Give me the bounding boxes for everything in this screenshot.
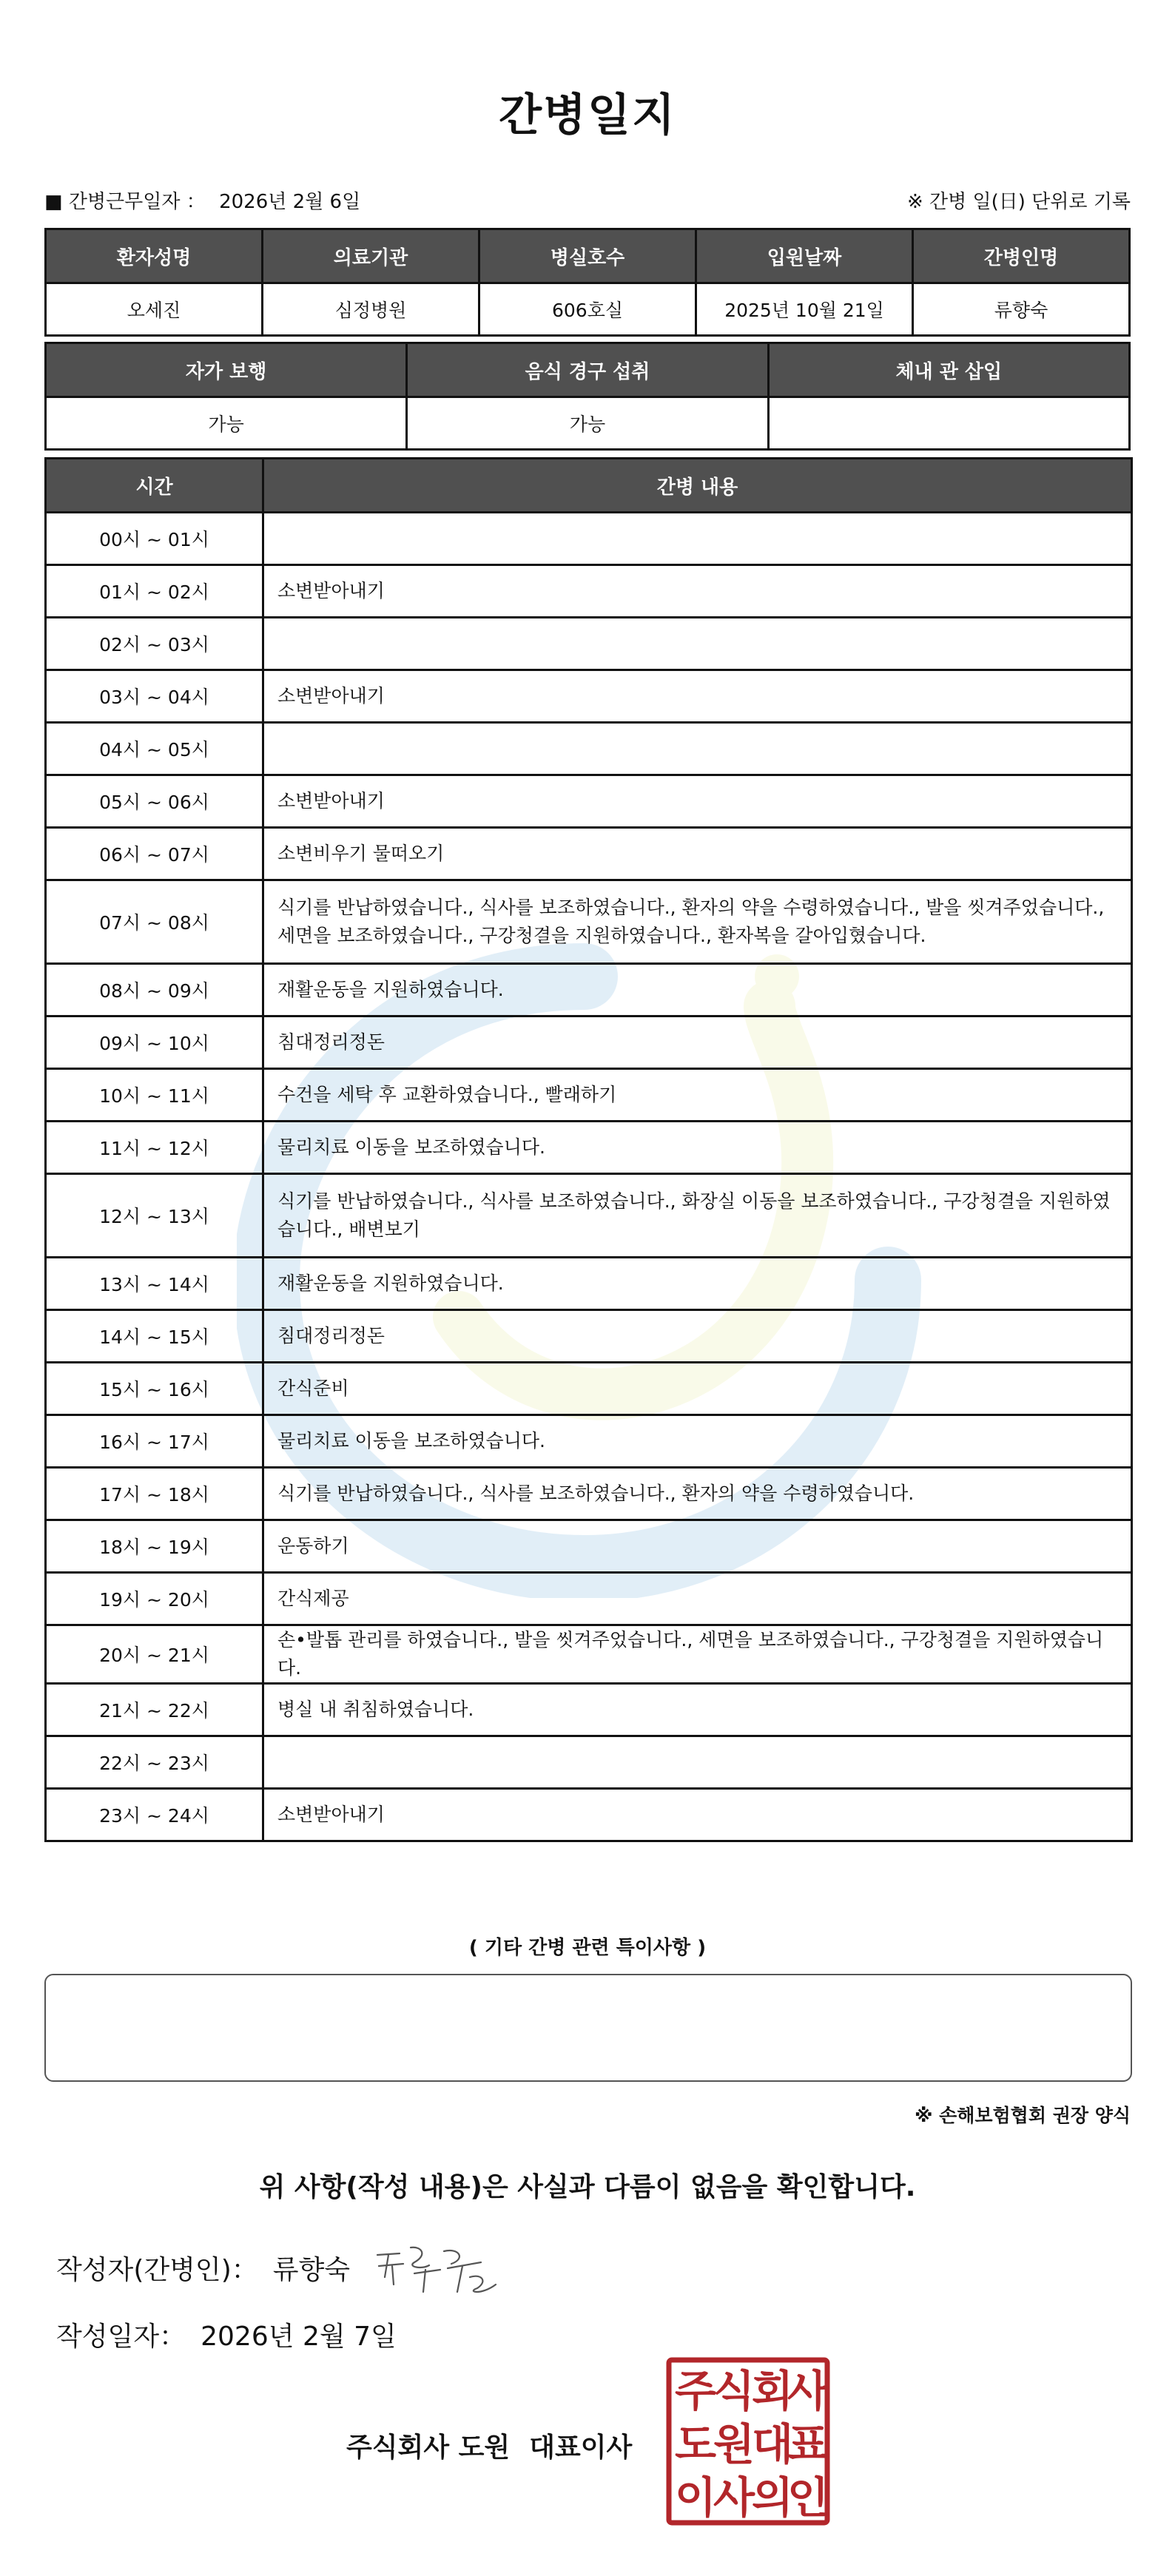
table-row — [46, 1310, 1132, 1363]
care-content-cell — [263, 723, 1132, 775]
care-content-cell: 소변비우기 물떠오기 — [263, 828, 1132, 880]
table-row — [46, 1363, 1132, 1415]
care-content-cell: 간식제공 — [263, 1573, 1132, 1625]
time-cell: 01시 ~ 02시 — [46, 565, 263, 618]
written-date-value: 2026년 2월 7일 — [201, 2322, 397, 2352]
table-row — [46, 1069, 1132, 1122]
care-content-cell — [263, 618, 1132, 670]
care-content-cell: 재활운동을 지원하였습니다. — [263, 964, 1132, 1016]
care-content-cell: 병실 내 취침하였습니다. — [263, 1684, 1132, 1736]
table-row — [46, 723, 1132, 775]
care-content-cell: 수건을 세탁 후 교환하였습니다., 빨래하기 — [263, 1069, 1132, 1122]
admission-date-value: 2025년 10월 21일 — [696, 283, 913, 336]
time-cell: 07시 ~ 08시 — [46, 880, 263, 964]
table-row — [46, 1258, 1132, 1310]
svg-text:인: 인 — [787, 2472, 829, 2523]
patient-info-table — [44, 228, 1131, 337]
time-cell: 22시 ~ 23시 — [46, 1736, 263, 1789]
writer-name: 류향숙 — [272, 2255, 351, 2285]
time-cell: 12시 ~ 13시 — [46, 1174, 263, 1258]
table-row — [46, 1736, 1132, 1789]
writer-line — [56, 2249, 350, 2287]
hospital-value: 심정병원 — [263, 283, 479, 336]
care-content-cell: 재활운동을 지원하였습니다. — [263, 1258, 1132, 1310]
svg-text:식: 식 — [713, 2366, 755, 2416]
care-content-cell: 간식준비 — [263, 1363, 1132, 1415]
time-cell: 05시 ~ 06시 — [46, 775, 263, 828]
work-date-label: ■ 간병근무일자 ： — [44, 191, 206, 213]
table-row — [46, 880, 1132, 964]
header-self-walking: 자가 보행 — [46, 343, 407, 397]
time-cell: 02시 ~ 03시 — [46, 618, 263, 670]
room-value: 606호실 — [479, 283, 696, 336]
care-content-cell: 식기를 반납하였습니다., 식사를 보조하였습니다., 화장실 이동을 보조하였습니다., 구강청결을 지원하였습니다., 배변보기 — [263, 1174, 1132, 1258]
table-row — [46, 1573, 1132, 1625]
time-cell: 03시 ~ 04시 — [46, 670, 263, 723]
time-cell: 20시 ~ 21시 — [46, 1625, 263, 1684]
table-row — [46, 828, 1132, 880]
table-row — [46, 397, 1130, 450]
care-content-cell: 운동하기 — [263, 1520, 1132, 1573]
table-row — [46, 964, 1132, 1016]
company-name: 주식회사 도원 — [346, 2432, 511, 2463]
written-date-label: 작성일자： — [56, 2322, 186, 2352]
care-log-table — [44, 457, 1133, 1842]
header-admission-date: 입원날짜 — [696, 229, 913, 283]
time-cell: 14시 ~ 15시 — [46, 1310, 263, 1363]
care-content-cell: 식기를 반납하였습니다., 식사를 보조하였습니다., 환자의 약을 수령하였습니다., 발을 씻겨주었습니다., 세면을 보조하였습니다., 구강청결을 지원하였습니다., 환자복을 갈아입혔습니다. — [263, 880, 1132, 964]
writer-label: 작성자(간병인)： — [56, 2255, 258, 2285]
header-room: 병실호수 — [479, 229, 696, 283]
table-row — [46, 1415, 1132, 1468]
table-row — [46, 618, 1132, 670]
notes-box — [44, 1974, 1132, 2082]
svg-text:사: 사 — [787, 2366, 829, 2416]
time-cell: 08시 ~ 09시 — [46, 964, 263, 1016]
time-cell: 17시 ~ 18시 — [46, 1468, 263, 1520]
table-row — [46, 1468, 1132, 1520]
time-cell: 19시 ~ 20시 — [46, 1573, 263, 1625]
table-row — [46, 775, 1132, 828]
representative-title: 대표이사 — [529, 2432, 633, 2463]
care-log-body — [46, 459, 1132, 1841]
table-row — [46, 1174, 1132, 1258]
svg-text:주: 주 — [674, 2366, 717, 2416]
confirm-statement: 위 사항(작성 내용)은 사실과 다름이 없음을 확인합니다. — [259, 2172, 916, 2202]
care-content-cell — [263, 513, 1132, 565]
time-cell: 06시 ~ 07시 — [46, 828, 263, 880]
time-cell: 11시 ~ 12시 — [46, 1122, 263, 1174]
time-cell: 00시 ~ 01시 — [46, 513, 263, 565]
tube-insertion-value — [768, 397, 1129, 450]
page-title: 간병일지 — [499, 90, 676, 141]
table-row — [46, 1789, 1132, 1841]
time-cell: 10시 ~ 11시 — [46, 1069, 263, 1122]
company-signature-line — [346, 2427, 632, 2464]
recommend-note: ※ 손해보험협회 권장 양식 — [915, 2105, 1131, 2126]
work-date-line — [44, 186, 360, 214]
svg-text:회: 회 — [751, 2366, 794, 2416]
patient-status-table — [44, 342, 1131, 451]
care-content-cell: 손•발톱 관리를 하였습니다., 발을 씻겨주었습니다., 세면을 보조하였습니다., 구강청결을 지원하였습니다. — [263, 1625, 1132, 1684]
svg-text:원: 원 — [713, 2419, 755, 2469]
company-seal-stamp — [666, 2357, 830, 2526]
self-walking-value: 가능 — [46, 397, 407, 450]
written-date-line — [56, 2316, 397, 2353]
svg-text:의: 의 — [751, 2472, 794, 2523]
table-header-row — [46, 459, 1132, 513]
table-row — [46, 565, 1132, 618]
header-patient-name: 환자성명 — [46, 229, 263, 283]
table-row — [46, 283, 1130, 336]
time-cell: 15시 ~ 16시 — [46, 1363, 263, 1415]
patient-name-value: 오세진 — [46, 283, 263, 336]
care-content-cell: 침대정리정돈 — [263, 1016, 1132, 1069]
svg-text:사: 사 — [713, 2472, 755, 2523]
care-content-cell: 소변받아내기 — [263, 670, 1132, 723]
header-oral-intake: 음식 경구 섭취 — [407, 343, 768, 397]
table-row — [46, 1625, 1132, 1684]
table-row — [46, 670, 1132, 723]
time-cell: 18시 ~ 19시 — [46, 1520, 263, 1573]
header-hospital: 의료기관 — [263, 229, 479, 283]
oral-intake-value: 가능 — [407, 397, 768, 450]
time-cell: 09시 ~ 10시 — [46, 1016, 263, 1069]
table-row — [46, 1016, 1132, 1069]
table-header-row — [46, 343, 1130, 397]
care-content-cell: 침대정리정돈 — [263, 1310, 1132, 1363]
time-cell: 04시 ~ 05시 — [46, 723, 263, 775]
care-content-cell: 소변받아내기 — [263, 775, 1132, 828]
care-content-cell: 식기를 반납하였습니다., 식사를 보조하였습니다., 환자의 약을 수령하였습니다. — [263, 1468, 1132, 1520]
time-cell: 23시 ~ 24시 — [46, 1789, 263, 1841]
care-content-cell: 물리치료 이동을 보조하였습니다. — [263, 1415, 1132, 1468]
header-caregiver-name: 간병인명 — [913, 229, 1130, 283]
time-cell: 16시 ~ 17시 — [46, 1415, 263, 1468]
svg-text:대: 대 — [751, 2419, 794, 2469]
svg-text:표: 표 — [787, 2419, 829, 2469]
header-tube-insertion: 체내 관 삽입 — [768, 343, 1129, 397]
caregiver-name-value: 류향숙 — [913, 283, 1130, 336]
svg-text:도: 도 — [674, 2419, 717, 2469]
care-content-cell: 소변받아내기 — [263, 1789, 1132, 1841]
care-content-cell: 물리치료 이동을 보조하였습니다. — [263, 1122, 1132, 1174]
header-care-content: 간병 내용 — [263, 459, 1132, 513]
header-time: 시간 — [46, 459, 263, 513]
table-row — [46, 1684, 1132, 1736]
table-row — [46, 513, 1132, 565]
handwritten-signature — [370, 2233, 503, 2299]
time-cell: 13시 ~ 14시 — [46, 1258, 263, 1310]
care-content-cell: 소변받아내기 — [263, 565, 1132, 618]
table-row — [46, 1520, 1132, 1573]
notes-title: ( 기타 간병 관련 특이사항 ) — [468, 1937, 707, 1959]
table-header-row — [46, 229, 1130, 283]
unit-note: ※ 간병 일(日) 단위로 기록 — [906, 191, 1131, 213]
svg-text:이: 이 — [674, 2472, 717, 2523]
care-content-cell — [263, 1736, 1132, 1789]
work-date-value: 2026년 2월 6일 — [219, 191, 361, 213]
time-cell: 21시 ~ 22시 — [46, 1684, 263, 1736]
table-row — [46, 1122, 1132, 1174]
